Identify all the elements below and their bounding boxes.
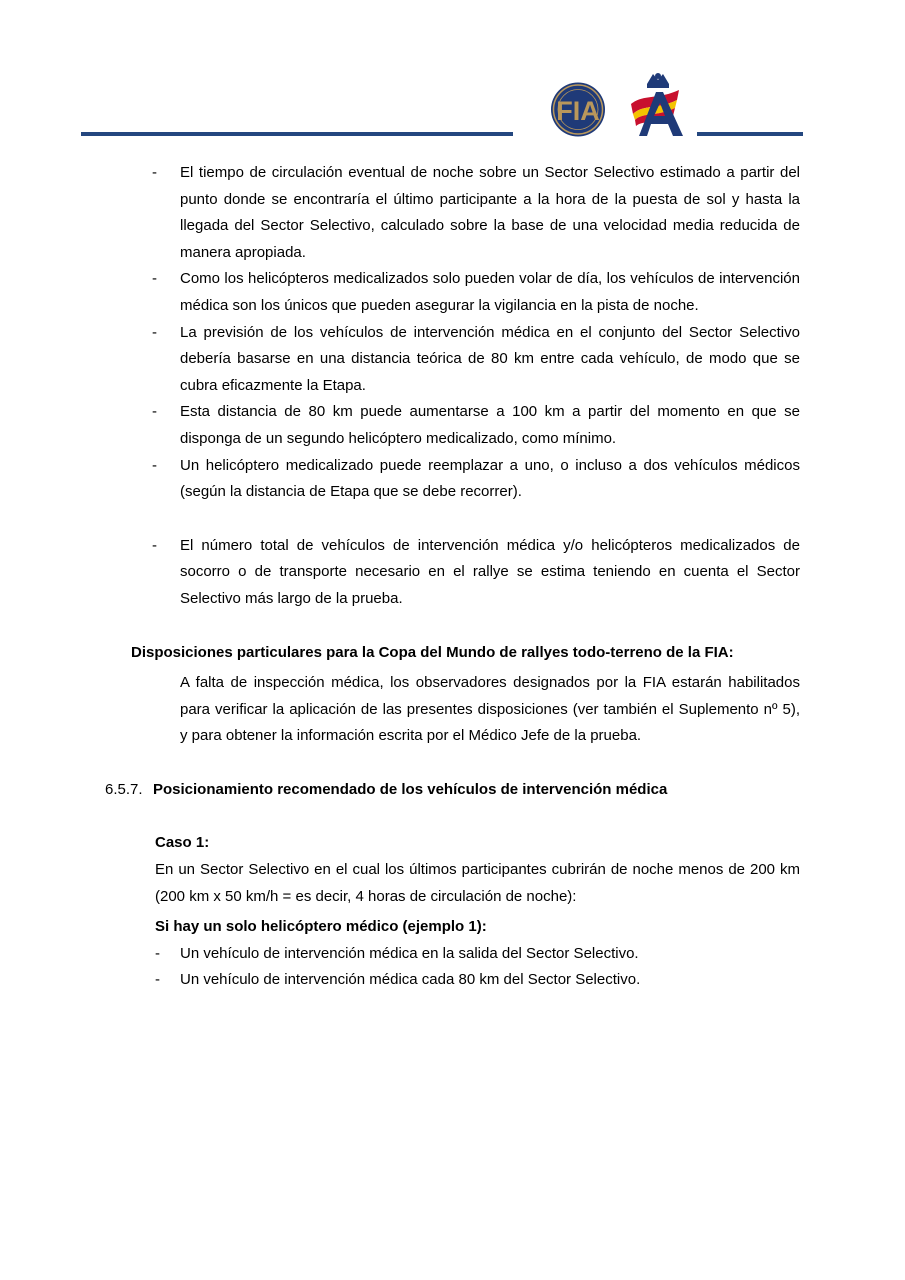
case-title: Caso 1: [155,834,210,852]
svg-text:FIA: FIA [556,96,600,126]
bullet-text: El tiempo de circulación eventual de noche sobre un Sector Selectivo estimado a partir del punto donde se encontraría el último participante a la hora de la puesta de sol y hasta la llegada del Sector Selectivo, calculado sobre la base de una velocidad media reducida de manera apropiada. [180,164,800,261]
bullet-text: Como los helicópteros medicalizados solo pueden volar de día, los vehículos de intervención médica son los únicos que pueden asegurar la vigilancia en la pista de noche. [180,270,800,314]
bullet-item: - La previsión de los vehículos de intervención médica en el conjunto del Sector Selectivo debería basarse en una distancia teórica de 80 km entre cada vehículo, de modo que se cubra eficazmente la Etapa. [152,320,800,400]
header-rule-right [697,132,803,136]
rfeda-logo-icon [627,70,689,138]
bullet-item: - Un helicóptero medicalizado puede reemplazar a uno, o incluso a dos vehículos médicos (según la distancia de Etapa que se debe recorrer). [152,453,800,506]
list-item: - Un vehículo de intervención médica cada 80 km del Sector Selectivo. [155,967,800,994]
list-item: - Un vehículo de intervención médica en la salida del Sector Selectivo. [155,941,800,968]
document-body [0,160,905,994]
bullet-text: Esta distancia de 80 km puede aumentarse a 100 km a partir del momento en que se disponga de un segundo helicóptero medicalizado, como mínimo. [180,403,800,447]
bullet-item: - Como los helicópteros medicalizados solo pueden volar de día, los vehículos de intervención médica son los únicos que pueden asegurar la vigilancia en la pista de noche. [152,266,800,319]
bullet-item: - Esta distancia de 80 km puede aumentarse a 100 km a partir del momento en que se disponga de un segundo helicóptero medicalizado, como mínimo. [152,399,800,452]
particular-text: A falta de inspección médica, los observadores designados por la FIA estarán habilitados para verificar la aplicación de las presentes disposiciones (ver también el Suplemento nº 5), y para obtener la información escrita por el Médico Jefe de la prueba. [180,674,800,745]
list-item-text: Un vehículo de intervención médica cada 80 km del Sector Selectivo. [180,971,641,989]
list-item-text: Un vehículo de intervención médica en la salida del Sector Selectivo. [180,944,639,962]
page-header [0,0,905,145]
header-rule-left [81,132,513,136]
case-text: En un Sector Selectivo en el cual los últimos participantes cubrirán de noche menos de 200 km (200 km x 50 km/h = es decir, 4 horas de circulación de noche): [155,861,800,905]
bullet-item: - El tiempo de circulación eventual de noche sobre un Sector Selectivo estimado a partir del punto donde se encontraría el último participante a la hora de la puesta de sol y hasta la llegada del Sector Selectivo, calculado sobre la base de una velocidad media reducida de manera apropiada. [152,160,800,266]
section-number: 6.5.7. [105,780,143,798]
bullet-text: Un helicóptero medicalizado puede reemplazar a uno, o incluso a dos vehículos médicos (según la distancia de Etapa que se debe recorrer). [180,456,800,501]
fia-logo-icon [537,81,619,138]
case-subtitle: Si hay un solo helicóptero médico (ejemplo 1): [155,918,487,936]
particular-heading: Disposiciones particulares para la Copa del Mundo de rallyes todo-terreno de la FIA: [131,643,734,661]
section-title: Posicionamiento recomendado de los vehículos de intervención médica [153,780,668,798]
bullet-text: La previsión de los vehículos de intervención médica en el conjunto del Sector Selectivo debería basarse en una distancia teórica de 80 km entre cada vehículo, de modo que se cubra eficazmente la Etapa. [180,323,800,394]
bullet-text: El número total de vehículos de intervención médica y/o helicópteros medicalizados de socorro o de transporte necesario en el rallye se estima teniendo en cuenta el Sector Selectivo más largo de la prueba. [180,536,800,607]
section-heading [105,777,905,804]
bullet-item: - El número total de vehículos de intervención médica y/o helicópteros medicalizados de socorro o de transporte necesario en el rallye se estima teniendo en cuenta el Sector Selectivo más largo de la prueba. [152,533,800,613]
